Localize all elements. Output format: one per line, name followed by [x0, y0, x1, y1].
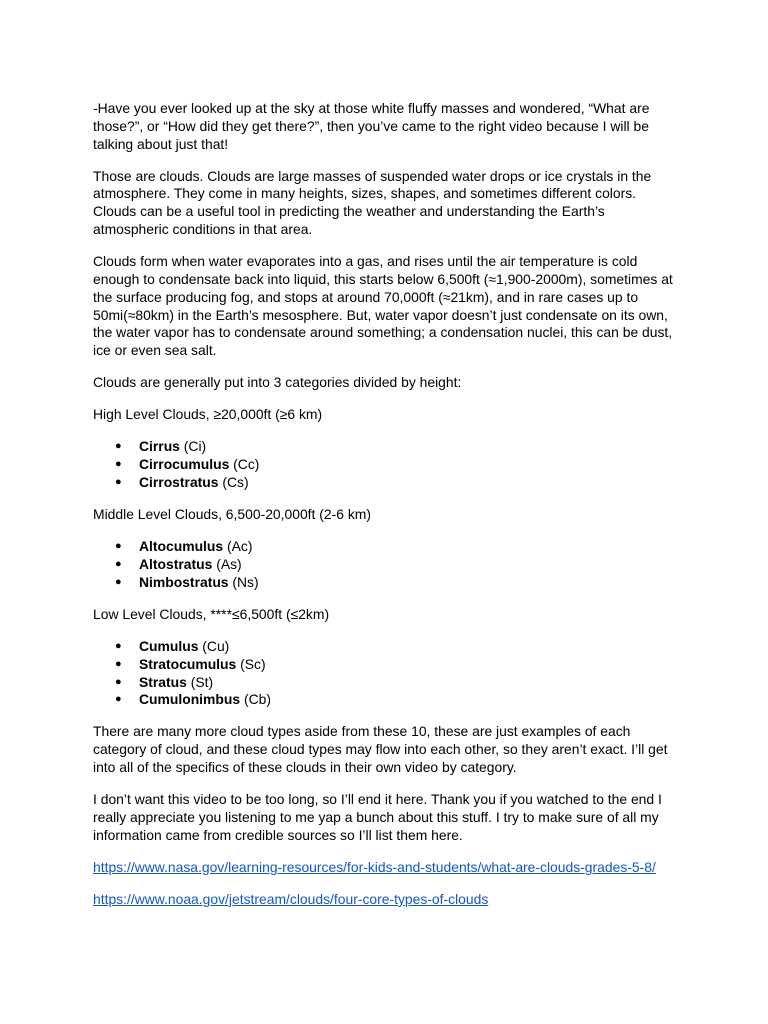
bullet-icon: ●	[115, 558, 122, 571]
middle-level-list	[93, 538, 678, 591]
cloud-name: Stratus	[139, 673, 187, 690]
cloud-abbr: (St)	[190, 673, 214, 690]
bullet-icon: ●	[115, 458, 122, 471]
list-item	[93, 538, 678, 556]
categories-intro-paragraph: Clouds are generally put into 3 categories divided by height:	[93, 374, 462, 391]
list-item	[93, 638, 678, 656]
bullet-icon: ●	[115, 575, 122, 588]
bullet-icon: ●	[115, 540, 122, 553]
high-level-heading: High Level Clouds, ≥20,000ft (≥6 km)	[93, 406, 323, 423]
cloud-name: Cirrocumulus	[139, 456, 230, 473]
definition-paragraph: Those are clouds. Clouds are large masses of suspended water drops or ice crystals in the atmosphere. They come in many heights, sizes, shapes, and sometimes different colors. Clouds can be a useful tool in predicting the weather and understanding the Earth’s atmospheric conditions in that area.	[93, 167, 652, 238]
list-item	[93, 556, 678, 574]
cloud-abbr: (Ns)	[232, 573, 259, 590]
middle-level-heading: Middle Level Clouds, 6,500-20,000ft (2-6 km)	[93, 506, 371, 523]
cloud-name: Cumulonimbus	[139, 691, 241, 708]
cloud-name: Altocumulus	[139, 538, 224, 555]
cloud-abbr: (As)	[216, 556, 242, 573]
list-item	[93, 474, 678, 492]
cloud-name: Cirrostratus	[139, 474, 219, 491]
bullet-icon: ●	[115, 657, 122, 670]
cloud-name: Cumulus	[139, 638, 199, 654]
formation-paragraph: Clouds form when water evaporates into a gas, and rises until the air temperature is cold enough to condensate back into liquid, this starts below 6,500ft (≈1,900-2000m), sometimes at the surface producing fog, and stops at around 70,000ft (≈21km), and in rare cases up to 50mi(≈80km) in the Earth’s mesosphere. But, water vapor doesn’t just condensate on its own, the water vapor has to condensate around something; a condensation nuclei, this can be dust, ice or even sea salt.	[93, 253, 673, 359]
list-item	[93, 691, 678, 709]
cloud-abbr: (Cc)	[233, 456, 260, 473]
cloud-abbr: (Ci)	[183, 438, 207, 455]
cloud-abbr: (Sc)	[240, 655, 266, 672]
bullet-icon: ●	[115, 640, 122, 652]
cloud-name: Stratocumulus	[139, 655, 237, 672]
cloud-name: Altostratus	[139, 556, 213, 573]
nasa-source-link[interactable]: https://www.nasa.gov/learning-resources/for-kids-and-students/what-are-clouds-grades-5-8/	[93, 858, 656, 875]
intro-paragraph: -Have you ever looked up at the sky at those white fluffy masses and wondered, “What are those?”, or “How did they get there?”, then you’ve came to the right video because I will be talking about just that!	[93, 100, 650, 152]
low-level-list	[93, 638, 678, 709]
bullet-icon: ●	[115, 440, 122, 453]
list-item	[93, 438, 678, 456]
cloud-name: Cirrus	[139, 438, 180, 455]
high-level-list	[93, 438, 678, 491]
cloud-name: Nimbostratus	[139, 573, 229, 590]
document-page	[93, 100, 678, 923]
bullet-icon: ●	[115, 476, 122, 489]
list-item	[93, 674, 678, 692]
cloud-abbr: (Cb)	[243, 691, 271, 708]
source-link-paragraph	[93, 859, 678, 877]
list-item	[93, 456, 678, 474]
cloud-abbr: (Ac)	[226, 538, 253, 555]
list-item	[93, 574, 678, 592]
cloud-abbr: (Cs)	[222, 474, 249, 491]
bullet-icon: ●	[115, 675, 122, 688]
bullet-icon: ●	[115, 693, 122, 706]
noaa-source-link[interactable]: https://www.noaa.gov/jetstream/clouds/four-core-types-of-clouds	[93, 890, 489, 907]
source-link-paragraph	[93, 891, 678, 909]
list-item	[93, 656, 678, 674]
outro-paragraph: I don’t want this video to be too long, so I’ll end it here. Thank you if you watched to the end I really appreciate you listening to me yap a bunch about this stuff. I try to make sure of all my information came from credible sources so I’ll list them here.	[93, 791, 662, 843]
low-level-heading: Low Level Clouds, ****≤6,500ft (≤2km)	[93, 605, 330, 622]
cloud-abbr: (Cu)	[202, 638, 230, 654]
more-types-paragraph: There are many more cloud types aside from these 10, these are just examples of each category of cloud, and these cloud types may flow into each other, so they aren’t exact. I’ll get into all of the specifics of these clouds in their own video by category.	[93, 723, 668, 776]
